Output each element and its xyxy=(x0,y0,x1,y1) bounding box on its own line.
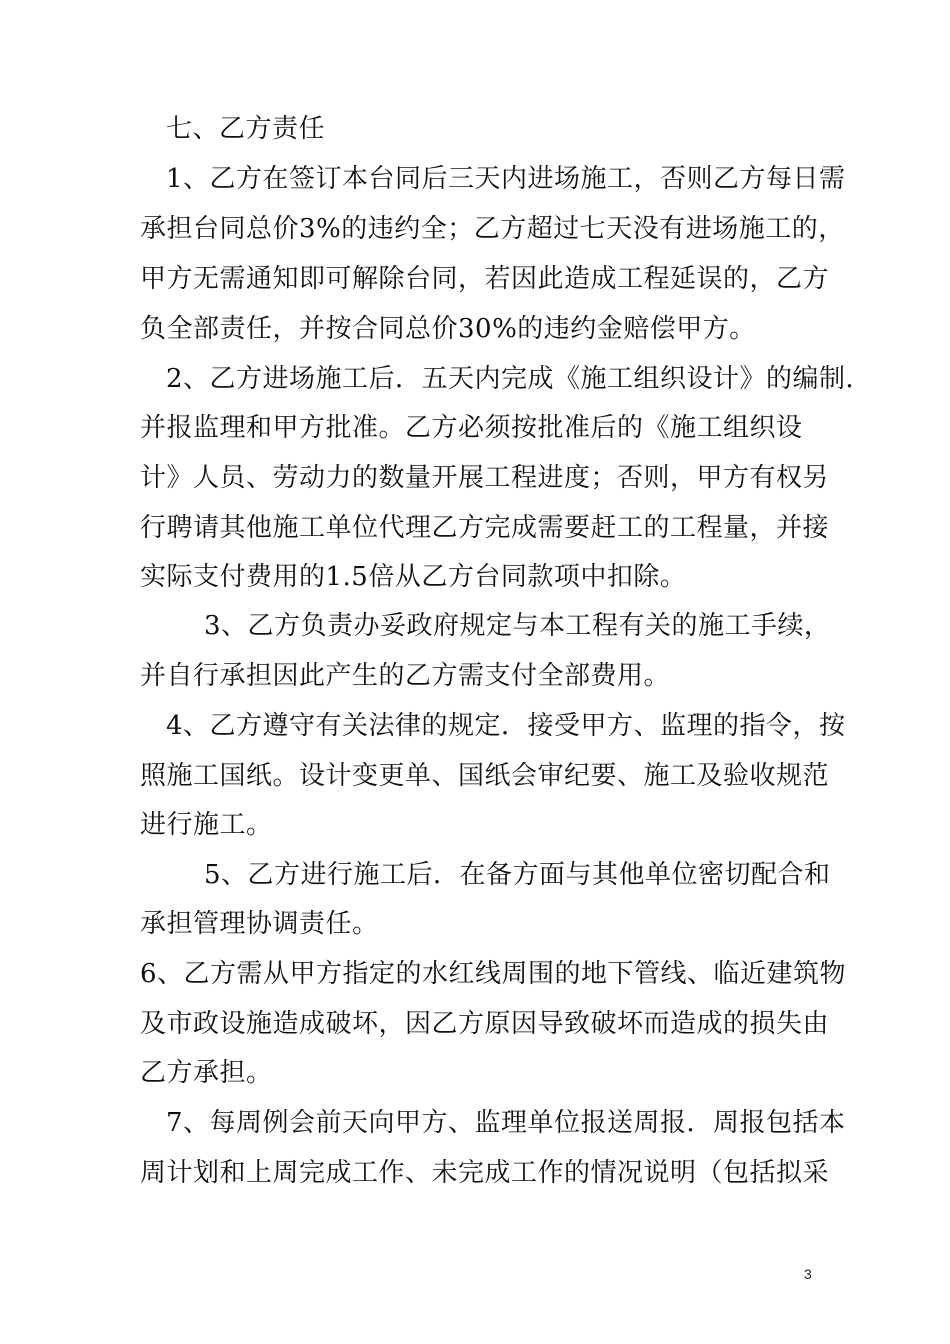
text-line: 负全部责任，并按合同总价30%的违约金赔偿甲方。 xyxy=(140,314,756,344)
text-line: 行聘请其他施工单位代理乙方完成需要赶工的工程量，并接 xyxy=(140,513,830,543)
page-number: 3 xyxy=(804,1266,812,1282)
text-line: 3、乙方负责办妥政府规定与本工程有关的施工手续， xyxy=(204,611,831,641)
text-line: 及市政设施造成破坏，因乙方原因导致破坏而造成的损失由 xyxy=(140,1009,830,1039)
text-line: 承担台同总价3%的违约全；乙方超过七天没有进场施工的， xyxy=(140,214,845,244)
text-line: 进行施工。 xyxy=(140,810,273,840)
text-line: 2、乙方进场施工后．五天内完成《施工组织设计》的编制． xyxy=(166,364,873,394)
text-line: 承担管理协调责任。 xyxy=(140,909,379,939)
section-heading: 七、乙方责任 xyxy=(166,114,326,144)
text-line: 计》人员、劳动力的数量开展工程进度；否则，甲方有权另 xyxy=(140,463,830,493)
text-line: 7、每周例会前天向甲方、监理单位报送周报．周报包括本 xyxy=(166,1108,846,1138)
text-line: 周计划和上周完成工作、未完成工作的情况说明（包括拟采 xyxy=(140,1158,830,1188)
text-line: 5、乙方进行施工后．在备方面与其他单位密切配合和 xyxy=(204,860,831,890)
text-line: 1、乙方在签订本台同后三天内进场施工，否则乙方每日需 xyxy=(166,164,846,194)
text-line: 6、乙方需从甲方指定的水红线周围的地下管线、临近建筑物 xyxy=(140,959,847,989)
text-line: 4、乙方遵守有关法律的规定．接受甲方、监理的指令，按 xyxy=(166,711,846,741)
text-line: 照施工国纸。设计变更单、国纸会审纪要、施工及验收规范 xyxy=(140,761,830,791)
text-line: 实际支付费用的1.5倍从乙方台同款项中扣除。 xyxy=(140,562,687,592)
text-line: 甲方无需通知即可解除台同，若因此造成工程延误的，乙方 xyxy=(140,264,830,294)
text-line: 并报监理和甲方批准。乙方必须按批准后的《施工组织设 xyxy=(140,413,803,443)
text-line: 并自行承担因此产生的乙方需支付全部费用。 xyxy=(140,661,671,691)
text-line: 乙方承担。 xyxy=(140,1058,273,1088)
